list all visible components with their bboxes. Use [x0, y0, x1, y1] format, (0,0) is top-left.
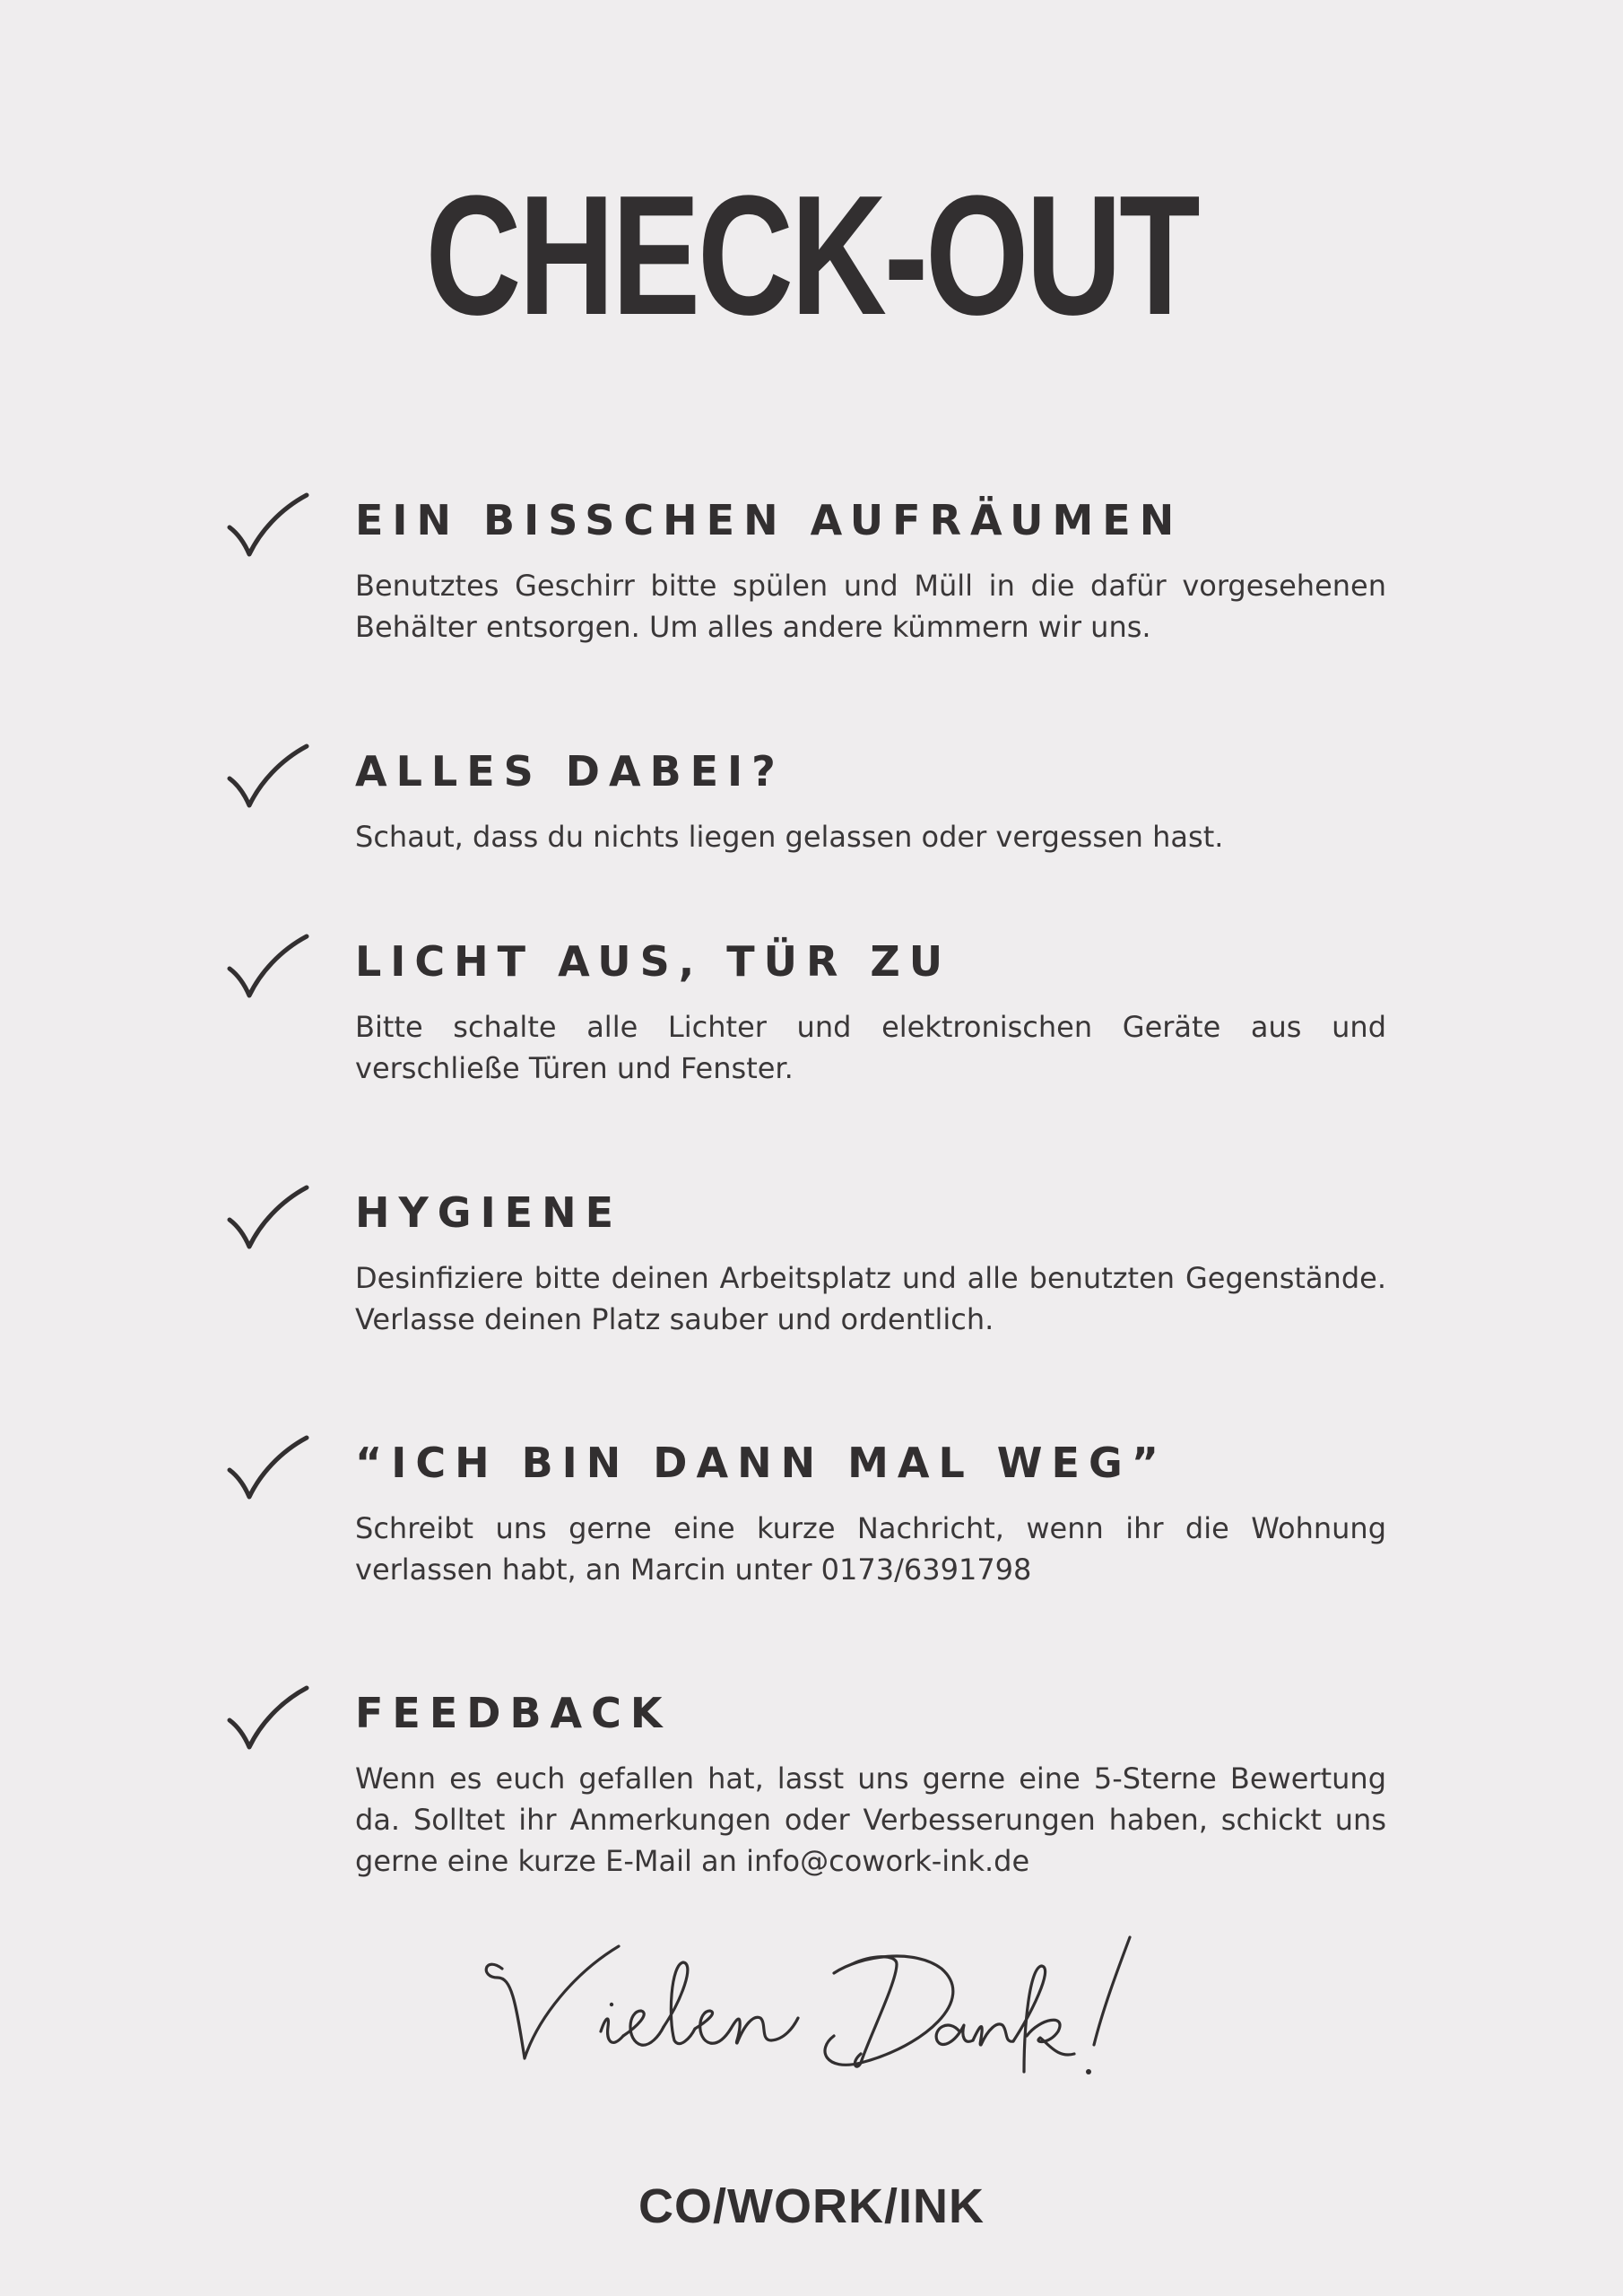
checkmark-icon: [224, 1684, 309, 1752]
item-text: Wenn es euch gefallen hat, lasst uns gerne eine 5-Sterne Bewertung da. Solltet ihr Anmerkungen oder Verbesserungen haben, schickt uns gerne eine kurze E-Mail an info@cowork-ink.de: [355, 1761, 1386, 1878]
checkmark-icon: [224, 491, 309, 559]
signature-script: [475, 1928, 1175, 2099]
item-heading: ALLES DABEI?: [355, 747, 785, 796]
page-title: CHECK-OUT: [425, 161, 1198, 351]
checkmark-icon: [224, 1184, 309, 1251]
checkmark-icon: [224, 1434, 309, 1501]
checkmark-icon: [224, 743, 309, 810]
item-text: Schaut, dass du nichts liegen gelassen oder vergessen hast.: [355, 820, 1224, 854]
item-heading: FEEDBACK: [355, 1689, 672, 1737]
item-text: Bitte schalte alle Lichter und elektronischen Geräte aus und verschließe Türen und Fenster.: [355, 1010, 1386, 1085]
item-heading: LICHT AUS, TÜR ZU: [355, 937, 952, 986]
checkmark-icon: [224, 933, 309, 1000]
item-text: Benutztes Geschirr bitte spülen und Müll in die dafür vorgesehenen Behälter entsorgen. Um alles andere kümmern wir uns.: [355, 569, 1386, 644]
brand-logo: CO/WORK/INK: [638, 2179, 985, 2233]
item-heading: “ICH BIN DANN MAL WEG”: [355, 1439, 1167, 1487]
item-heading: EIN BISSCHEN AUFRÄUMEN: [355, 496, 1184, 544]
item-text: Desinfiziere bitte deinen Arbeitsplatz und alle benutzten Gegenstände. Verlasse deinen Platz sauber und ordentlich.: [355, 1261, 1386, 1336]
item-text: Schreibt uns gerne eine kurze Nachricht, wenn ihr die Wohnung verlassen habt, an Marcin unter 0173/6391798: [355, 1511, 1386, 1587]
item-heading: HYGIENE: [355, 1188, 623, 1237]
